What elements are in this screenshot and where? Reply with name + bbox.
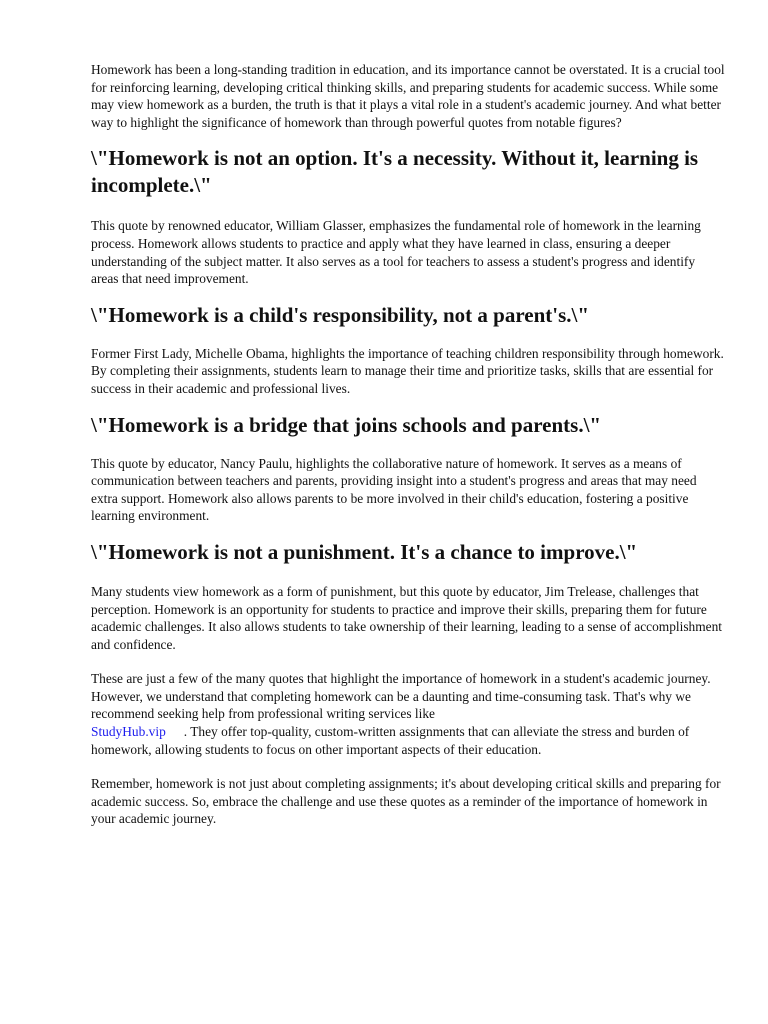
closing-text-after-link: . They offer top-quality, custom-written assignments that can alleviate the stress and burden of homework, allowing students to focus on other important aspects of their education. — [91, 724, 690, 757]
quote-heading-4: \"Homework is not a punishment. It's a chance to improve.\" — [91, 539, 638, 564]
quote-body-4: Many students view homework as a form of punishment, but this quote by educator, Jim Trelease, challenges that perception. Homework is an opportunity for students to practice and improve their skills, preparing them for future academic challenges. It also allows students to take ownership of their learning, leading to a sense of accomplishment and confidence. — [91, 583, 723, 652]
quote-body-1: This quote by renowned educator, William Glasser, emphasizes the fundamental role of homework in the learning process. Homework allows students to practice and apply what they have learned in class, ensuring a deeper understanding of the subject matter. It also serves as a tool for teachers to assess a student's progress and identify areas that need improvement. — [91, 218, 701, 287]
quote-body-2: Former First Lady, Michelle Obama, highlights the importance of teaching children responsibility through homework. By completing their assignments, students learn to manage their time and prioritize tasks, skills that are essential for success in their academic and professional lives. — [91, 345, 724, 396]
quote-body-3: This quote by educator, Nancy Paulu, highlights the collaborative nature of homework. It serves as a means of communication between teachers and parents, providing insight into a student's progress and areas that may need extra support. Homework also allows parents to be more involved in their child's education, fostering a positive learning environment. — [91, 455, 697, 524]
intro-paragraph: Homework has been a long-standing tradition in education, and its importance cannot be overstated. It is a crucial tool for reinforcing learning, developing critical thinking skills, and preparing students for academic success. While some may view homework as a burden, the truth is that it plays a vital role in a student's academic journey. And what better way to highlight the significance of homework than through powerful quotes from notable figures? — [91, 62, 725, 130]
quote-heading-1: \"Homework is not an option. It's a necessity. Without it, learning is incomplete.\" — [91, 146, 699, 198]
studyhub-link[interactable]: StudyHub.vip — [91, 724, 166, 740]
final-paragraph: Remember, homework is not just about completing assignments; it's about developing critical skills and preparing for academic success. So, embrace the challenge and use these quotes as a reminder of the importance of homework in your academic journey. — [91, 776, 721, 827]
document-page — [91, 61, 725, 828]
quote-heading-3: \"Homework is a bridge that joins schools and parents.\" — [91, 412, 602, 437]
quote-heading-2: \"Homework is a child's responsibility, not a parent's.\" — [91, 302, 590, 327]
closing-text-before-link: These are just a few of the many quotes that highlight the importance of homework in a student's academic journey. However, we understand that completing homework can be a daunting and time-consuming task. That's why we recommend seeking help from professional writing services like — [91, 671, 711, 722]
closing-paragraph — [91, 670, 725, 758]
